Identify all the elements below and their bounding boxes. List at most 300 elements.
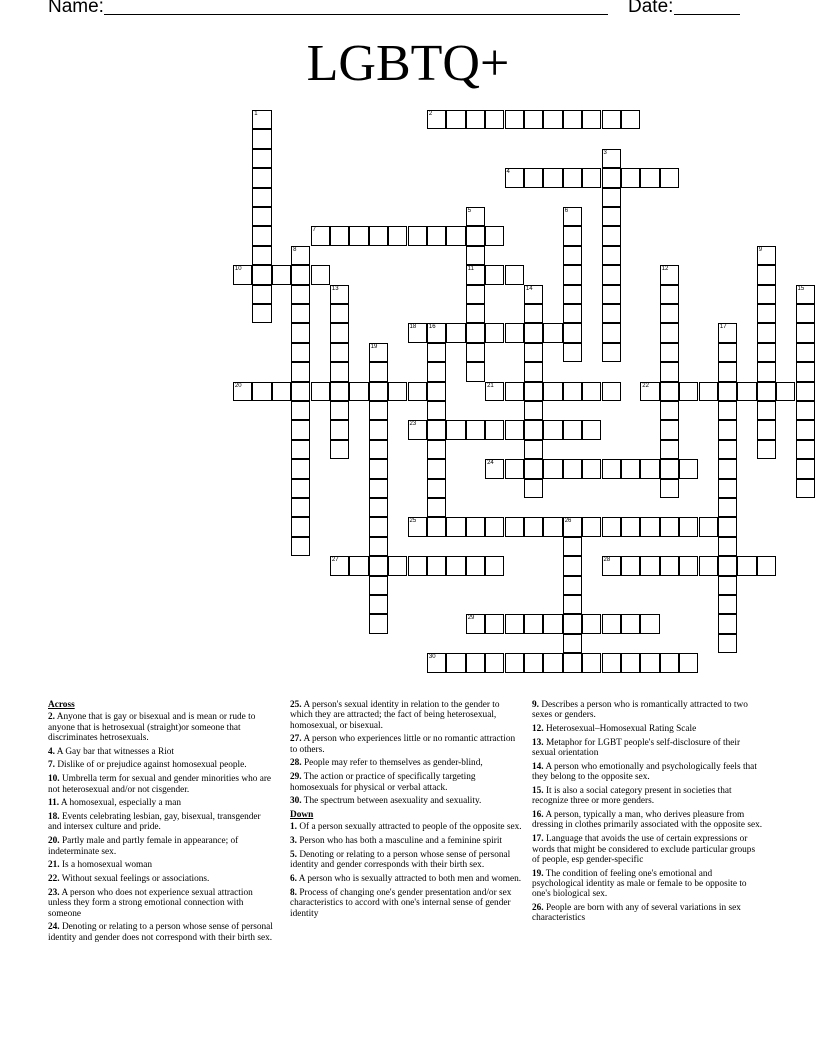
grid-cell[interactable] [291, 362, 310, 381]
grid-cell[interactable] [660, 440, 679, 459]
grid-cell[interactable] [291, 246, 310, 265]
clue-text: Language that avoids the use of certain expressions or words that might be considered to exclude particular groups of people, esp gender-specific [532, 834, 756, 865]
grid-cell[interactable] [291, 517, 310, 536]
grid-cell[interactable] [466, 285, 485, 304]
grid-cell[interactable] [466, 304, 485, 323]
grid-cell[interactable] [369, 401, 388, 420]
grid-cell[interactable] [524, 517, 543, 536]
grid-cell[interactable] [330, 440, 349, 459]
grid-cell[interactable] [485, 614, 504, 633]
grid-cell[interactable] [252, 168, 271, 187]
clue-text: Is a homosexual woman [61, 860, 153, 871]
grid-cell[interactable] [446, 420, 465, 439]
grid-cell[interactable] [582, 517, 601, 536]
grid-cell[interactable] [369, 537, 388, 556]
grid-cell[interactable] [408, 556, 427, 575]
grid-cell[interactable] [466, 556, 485, 575]
grid-cell[interactable] [602, 323, 621, 342]
grid-cell[interactable] [660, 285, 679, 304]
clue-text: Person who has both a masculine and a feminine spirit [299, 836, 502, 847]
grid-cell[interactable] [233, 265, 252, 284]
grid-cell[interactable] [699, 382, 718, 401]
grid-cell[interactable] [563, 556, 582, 575]
grid-cell[interactable] [485, 110, 504, 129]
grid-cell[interactable] [466, 517, 485, 536]
grid-cell[interactable] [543, 614, 562, 633]
grid-cell[interactable] [272, 382, 291, 401]
grid-cell[interactable] [718, 401, 737, 420]
grid-cell[interactable] [796, 362, 815, 381]
grid-cell[interactable] [427, 323, 446, 342]
grid-cell[interactable] [427, 382, 446, 401]
grid-cell[interactable] [524, 614, 543, 633]
grid-cell[interactable] [757, 401, 776, 420]
grid-cell[interactable] [796, 343, 815, 362]
clue-number: 2. [48, 712, 55, 723]
grid-cell[interactable] [543, 653, 562, 672]
grid-cell[interactable] [718, 517, 737, 536]
grid-cell[interactable] [369, 556, 388, 575]
grid-cell[interactable] [679, 382, 698, 401]
grid-cell[interactable] [408, 323, 427, 342]
grid-cell[interactable] [582, 168, 601, 187]
grid-cell[interactable] [660, 479, 679, 498]
grid-cell[interactable] [291, 401, 310, 420]
grid-cell[interactable] [291, 265, 310, 284]
grid-cell[interactable] [524, 362, 543, 381]
grid-cell[interactable] [291, 498, 310, 517]
grid-cell[interactable] [524, 401, 543, 420]
cell-number: 10 [234, 266, 242, 273]
grid-cell[interactable] [369, 459, 388, 478]
cell-number: 8 [293, 246, 297, 253]
grid-cell[interactable] [543, 459, 562, 478]
grid-cell[interactable] [796, 382, 815, 401]
grid-cell[interactable] [718, 440, 737, 459]
grid-cell[interactable] [621, 459, 640, 478]
grid-cell[interactable] [427, 226, 446, 245]
grid-cell[interactable] [776, 382, 795, 401]
grid-cell[interactable] [408, 420, 427, 439]
grid-cell[interactable] [446, 323, 465, 342]
grid-cell[interactable] [563, 323, 582, 342]
grid-cell[interactable] [524, 168, 543, 187]
grid-cell[interactable] [408, 517, 427, 536]
grid-cell[interactable] [563, 168, 582, 187]
clue-item [290, 796, 522, 806]
grid-cell[interactable] [485, 459, 504, 478]
grid-cell[interactable] [640, 459, 659, 478]
grid-cell[interactable] [252, 207, 271, 226]
grid-cell[interactable] [602, 459, 621, 478]
grid-cell[interactable] [466, 362, 485, 381]
grid-cell[interactable] [466, 343, 485, 362]
grid-cell[interactable] [291, 304, 310, 323]
grid-cell[interactable] [427, 420, 446, 439]
grid-cell[interactable] [757, 285, 776, 304]
grid-cell[interactable] [563, 110, 582, 129]
grid-cell[interactable] [602, 517, 621, 536]
grid-cell[interactable] [466, 207, 485, 226]
grid-cell[interactable] [602, 149, 621, 168]
grid-cell[interactable] [718, 420, 737, 439]
grid-cell[interactable] [796, 440, 815, 459]
grid-cell[interactable] [446, 653, 465, 672]
grid-cell[interactable] [563, 517, 582, 536]
grid-cell[interactable] [369, 595, 388, 614]
grid-cell[interactable] [369, 226, 388, 245]
grid-cell[interactable] [505, 265, 524, 284]
grid-cell[interactable] [505, 653, 524, 672]
grid-cell[interactable] [427, 343, 446, 362]
grid-cell[interactable] [660, 382, 679, 401]
grid-cell[interactable] [291, 382, 310, 401]
grid-cell[interactable] [796, 459, 815, 478]
grid-cell[interactable] [796, 323, 815, 342]
grid-cell[interactable] [349, 556, 368, 575]
grid-cell[interactable] [718, 614, 737, 633]
grid-cell[interactable] [524, 382, 543, 401]
grid-cell[interactable] [602, 343, 621, 362]
grid-cell[interactable] [737, 382, 756, 401]
grid-cell[interactable] [718, 595, 737, 614]
grid-cell[interactable] [718, 576, 737, 595]
grid-cell[interactable] [660, 420, 679, 439]
grid-cell[interactable] [330, 362, 349, 381]
grid-cell[interactable] [602, 304, 621, 323]
grid-cell[interactable] [524, 285, 543, 304]
grid-cell[interactable] [563, 207, 582, 226]
grid-cell[interactable] [252, 285, 271, 304]
grid-cell[interactable] [563, 420, 582, 439]
grid-cell[interactable] [660, 653, 679, 672]
grid-cell[interactable] [718, 537, 737, 556]
clue-item [48, 922, 274, 943]
grid-cell[interactable] [796, 304, 815, 323]
grid-cell[interactable] [640, 517, 659, 536]
grid-cell[interactable] [679, 517, 698, 536]
grid-cell[interactable] [408, 226, 427, 245]
grid-cell[interactable] [718, 556, 737, 575]
grid-cell[interactable] [563, 285, 582, 304]
grid-cell[interactable] [427, 110, 446, 129]
grid-cell[interactable] [252, 149, 271, 168]
grid-cell[interactable] [621, 517, 640, 536]
grid-cell[interactable] [796, 479, 815, 498]
grid-cell[interactable] [446, 110, 465, 129]
grid-cell[interactable] [427, 440, 446, 459]
grid-cell[interactable] [466, 323, 485, 342]
grid-cell[interactable] [582, 420, 601, 439]
grid-cell[interactable] [505, 420, 524, 439]
grid-cell[interactable] [660, 556, 679, 575]
grid-cell[interactable] [505, 382, 524, 401]
grid-cell[interactable] [602, 226, 621, 245]
grid-cell[interactable] [757, 362, 776, 381]
grid-cell[interactable] [796, 420, 815, 439]
grid-cell[interactable] [330, 323, 349, 342]
grid-cell[interactable] [660, 265, 679, 284]
grid-cell[interactable] [524, 459, 543, 478]
grid-cell[interactable] [640, 653, 659, 672]
grid-cell[interactable] [757, 556, 776, 575]
grid-cell[interactable] [543, 110, 562, 129]
clue-item [48, 712, 274, 743]
grid-cell[interactable] [563, 226, 582, 245]
grid-cell[interactable] [621, 653, 640, 672]
grid-cell[interactable] [427, 498, 446, 517]
grid-cell[interactable] [291, 420, 310, 439]
grid-cell[interactable] [757, 323, 776, 342]
grid-cell[interactable] [563, 382, 582, 401]
grid-cell[interactable] [543, 382, 562, 401]
grid-cell[interactable] [252, 188, 271, 207]
grid-cell[interactable] [446, 226, 465, 245]
grid-cell[interactable] [330, 226, 349, 245]
grid-cell[interactable] [330, 556, 349, 575]
grid-cell[interactable] [699, 556, 718, 575]
grid-cell[interactable] [466, 110, 485, 129]
grid-cell[interactable] [446, 556, 465, 575]
grid-cell[interactable] [427, 556, 446, 575]
grid-cell[interactable] [660, 168, 679, 187]
grid-cell[interactable] [602, 265, 621, 284]
grid-cell[interactable] [524, 479, 543, 498]
grid-cell[interactable] [272, 265, 291, 284]
grid-cell[interactable] [485, 323, 504, 342]
grid-cell[interactable] [621, 110, 640, 129]
grid-cell[interactable] [563, 653, 582, 672]
grid-cell[interactable] [679, 653, 698, 672]
grid-cell[interactable] [602, 285, 621, 304]
clue-item [48, 798, 274, 808]
grid-cell[interactable] [446, 517, 465, 536]
grid-cell[interactable] [427, 517, 446, 536]
grid-cell[interactable] [485, 265, 504, 284]
grid-cell[interactable] [369, 614, 388, 633]
grid-cell[interactable] [291, 537, 310, 556]
grid-cell[interactable] [505, 614, 524, 633]
grid-cell[interactable] [349, 226, 368, 245]
grid-cell[interactable] [563, 246, 582, 265]
grid-cell[interactable] [660, 323, 679, 342]
grid-cell[interactable] [757, 265, 776, 284]
grid-cell[interactable] [311, 382, 330, 401]
grid-cell[interactable] [679, 459, 698, 478]
grid-cell[interactable] [369, 382, 388, 401]
grid-cell[interactable] [660, 343, 679, 362]
grid-cell[interactable] [369, 343, 388, 362]
grid-cell[interactable] [291, 459, 310, 478]
grid-cell[interactable] [466, 653, 485, 672]
grid-cell[interactable] [485, 653, 504, 672]
grid-cell[interactable] [718, 382, 737, 401]
grid-cell[interactable] [524, 653, 543, 672]
grid-cell[interactable] [485, 226, 504, 245]
grid-cell[interactable] [330, 401, 349, 420]
grid-cell[interactable] [582, 382, 601, 401]
grid-cell[interactable] [602, 556, 621, 575]
grid-cell[interactable] [505, 323, 524, 342]
grid-cell[interactable] [505, 517, 524, 536]
cell-number: 18 [409, 324, 417, 331]
grid-cell[interactable] [718, 634, 737, 653]
grid-cell[interactable] [252, 110, 271, 129]
grid-cell[interactable] [543, 168, 562, 187]
grid-cell[interactable] [291, 479, 310, 498]
grid-cell[interactable] [602, 207, 621, 226]
grid-cell[interactable] [485, 382, 504, 401]
grid-cell[interactable] [369, 479, 388, 498]
grid-cell[interactable] [660, 459, 679, 478]
grid-cell[interactable] [466, 614, 485, 633]
grid-cell[interactable] [291, 323, 310, 342]
grid-cell[interactable] [252, 246, 271, 265]
grid-cell[interactable] [757, 420, 776, 439]
grid-cell[interactable] [718, 362, 737, 381]
grid-cell[interactable] [679, 556, 698, 575]
grid-cell[interactable] [718, 498, 737, 517]
grid-cell[interactable] [660, 304, 679, 323]
grid-cell[interactable] [563, 265, 582, 284]
grid-cell[interactable] [330, 285, 349, 304]
grid-cell[interactable] [718, 459, 737, 478]
grid-cell[interactable] [252, 304, 271, 323]
grid-cell[interactable] [427, 401, 446, 420]
grid-cell[interactable] [466, 265, 485, 284]
grid-cell[interactable] [505, 168, 524, 187]
grid-cell[interactable] [660, 517, 679, 536]
grid-cell[interactable] [524, 110, 543, 129]
grid-cell[interactable] [796, 401, 815, 420]
grid-cell[interactable] [388, 556, 407, 575]
grid-cell[interactable] [252, 226, 271, 245]
grid-cell[interactable] [524, 323, 543, 342]
grid-cell[interactable] [602, 653, 621, 672]
grid-cell[interactable] [660, 362, 679, 381]
grid-cell[interactable] [369, 517, 388, 536]
grid-cell[interactable] [330, 382, 349, 401]
grid-cell[interactable] [602, 614, 621, 633]
grid-cell[interactable] [757, 440, 776, 459]
grid-cell[interactable] [427, 459, 446, 478]
grid-cell[interactable] [602, 110, 621, 129]
grid-cell[interactable] [408, 382, 427, 401]
grid-cell[interactable] [718, 479, 737, 498]
grid-cell[interactable] [524, 440, 543, 459]
grid-cell[interactable] [330, 420, 349, 439]
grid-cell[interactable] [291, 440, 310, 459]
grid-cell[interactable] [737, 556, 756, 575]
grid-cell[interactable] [233, 382, 252, 401]
grid-cell[interactable] [466, 226, 485, 245]
grid-cell[interactable] [757, 343, 776, 362]
grid-cell[interactable] [796, 285, 815, 304]
grid-cell[interactable] [330, 343, 349, 362]
grid-cell[interactable] [291, 285, 310, 304]
grid-cell[interactable] [543, 517, 562, 536]
grid-cell[interactable] [252, 129, 271, 148]
date-field-line[interactable] [674, 14, 740, 15]
grid-cell[interactable] [563, 304, 582, 323]
grid-cell[interactable] [563, 343, 582, 362]
grid-cell[interactable] [718, 343, 737, 362]
grid-cell[interactable] [621, 614, 640, 633]
grid-cell[interactable] [427, 479, 446, 498]
grid-cell[interactable] [505, 110, 524, 129]
grid-cell[interactable] [563, 537, 582, 556]
grid-cell[interactable] [563, 459, 582, 478]
grid-cell[interactable] [699, 517, 718, 536]
grid-cell[interactable] [369, 362, 388, 381]
grid-cell[interactable] [524, 304, 543, 323]
grid-cell[interactable] [563, 595, 582, 614]
grid-cell[interactable] [602, 382, 621, 401]
grid-cell[interactable] [369, 440, 388, 459]
grid-cell[interactable] [388, 226, 407, 245]
grid-cell[interactable] [252, 382, 271, 401]
grid-cell[interactable] [485, 420, 504, 439]
grid-cell[interactable] [563, 614, 582, 633]
grid-cell[interactable] [291, 343, 310, 362]
grid-cell[interactable] [369, 576, 388, 595]
grid-cell[interactable] [349, 382, 368, 401]
grid-cell[interactable] [563, 634, 582, 653]
clue-number: 14. [532, 761, 544, 772]
grid-cell[interactable] [718, 323, 737, 342]
grid-cell[interactable] [602, 246, 621, 265]
grid-cell[interactable] [543, 420, 562, 439]
grid-cell[interactable] [640, 382, 659, 401]
grid-cell[interactable] [621, 556, 640, 575]
grid-cell[interactable] [602, 188, 621, 207]
grid-cell[interactable] [524, 343, 543, 362]
grid-cell[interactable] [252, 265, 271, 284]
grid-cell[interactable] [582, 110, 601, 129]
grid-cell[interactable] [369, 498, 388, 517]
grid-cell[interactable] [524, 420, 543, 439]
grid-cell[interactable] [388, 382, 407, 401]
grid-cell[interactable] [582, 459, 601, 478]
grid-cell[interactable] [757, 382, 776, 401]
grid-cell[interactable] [563, 576, 582, 595]
name-field-line[interactable] [104, 14, 608, 15]
grid-cell[interactable] [311, 226, 330, 245]
grid-cell[interactable] [621, 168, 640, 187]
grid-cell[interactable] [602, 168, 621, 187]
grid-cell[interactable] [757, 246, 776, 265]
grid-cell[interactable] [485, 517, 504, 536]
grid-cell[interactable] [640, 168, 659, 187]
clue-item [290, 836, 522, 846]
grid-cell[interactable] [369, 420, 388, 439]
grid-cell[interactable] [330, 304, 349, 323]
grid-cell[interactable] [466, 246, 485, 265]
grid-cell[interactable] [427, 653, 446, 672]
grid-cell[interactable] [505, 459, 524, 478]
grid-cell[interactable] [582, 653, 601, 672]
grid-cell[interactable] [543, 323, 562, 342]
grid-cell[interactable] [640, 614, 659, 633]
grid-cell[interactable] [640, 556, 659, 575]
grid-cell[interactable] [427, 362, 446, 381]
grid-cell[interactable] [311, 265, 330, 284]
grid-cell[interactable] [485, 556, 504, 575]
grid-cell[interactable] [582, 614, 601, 633]
grid-cell[interactable] [660, 401, 679, 420]
grid-cell[interactable] [466, 420, 485, 439]
grid-cell[interactable] [757, 304, 776, 323]
